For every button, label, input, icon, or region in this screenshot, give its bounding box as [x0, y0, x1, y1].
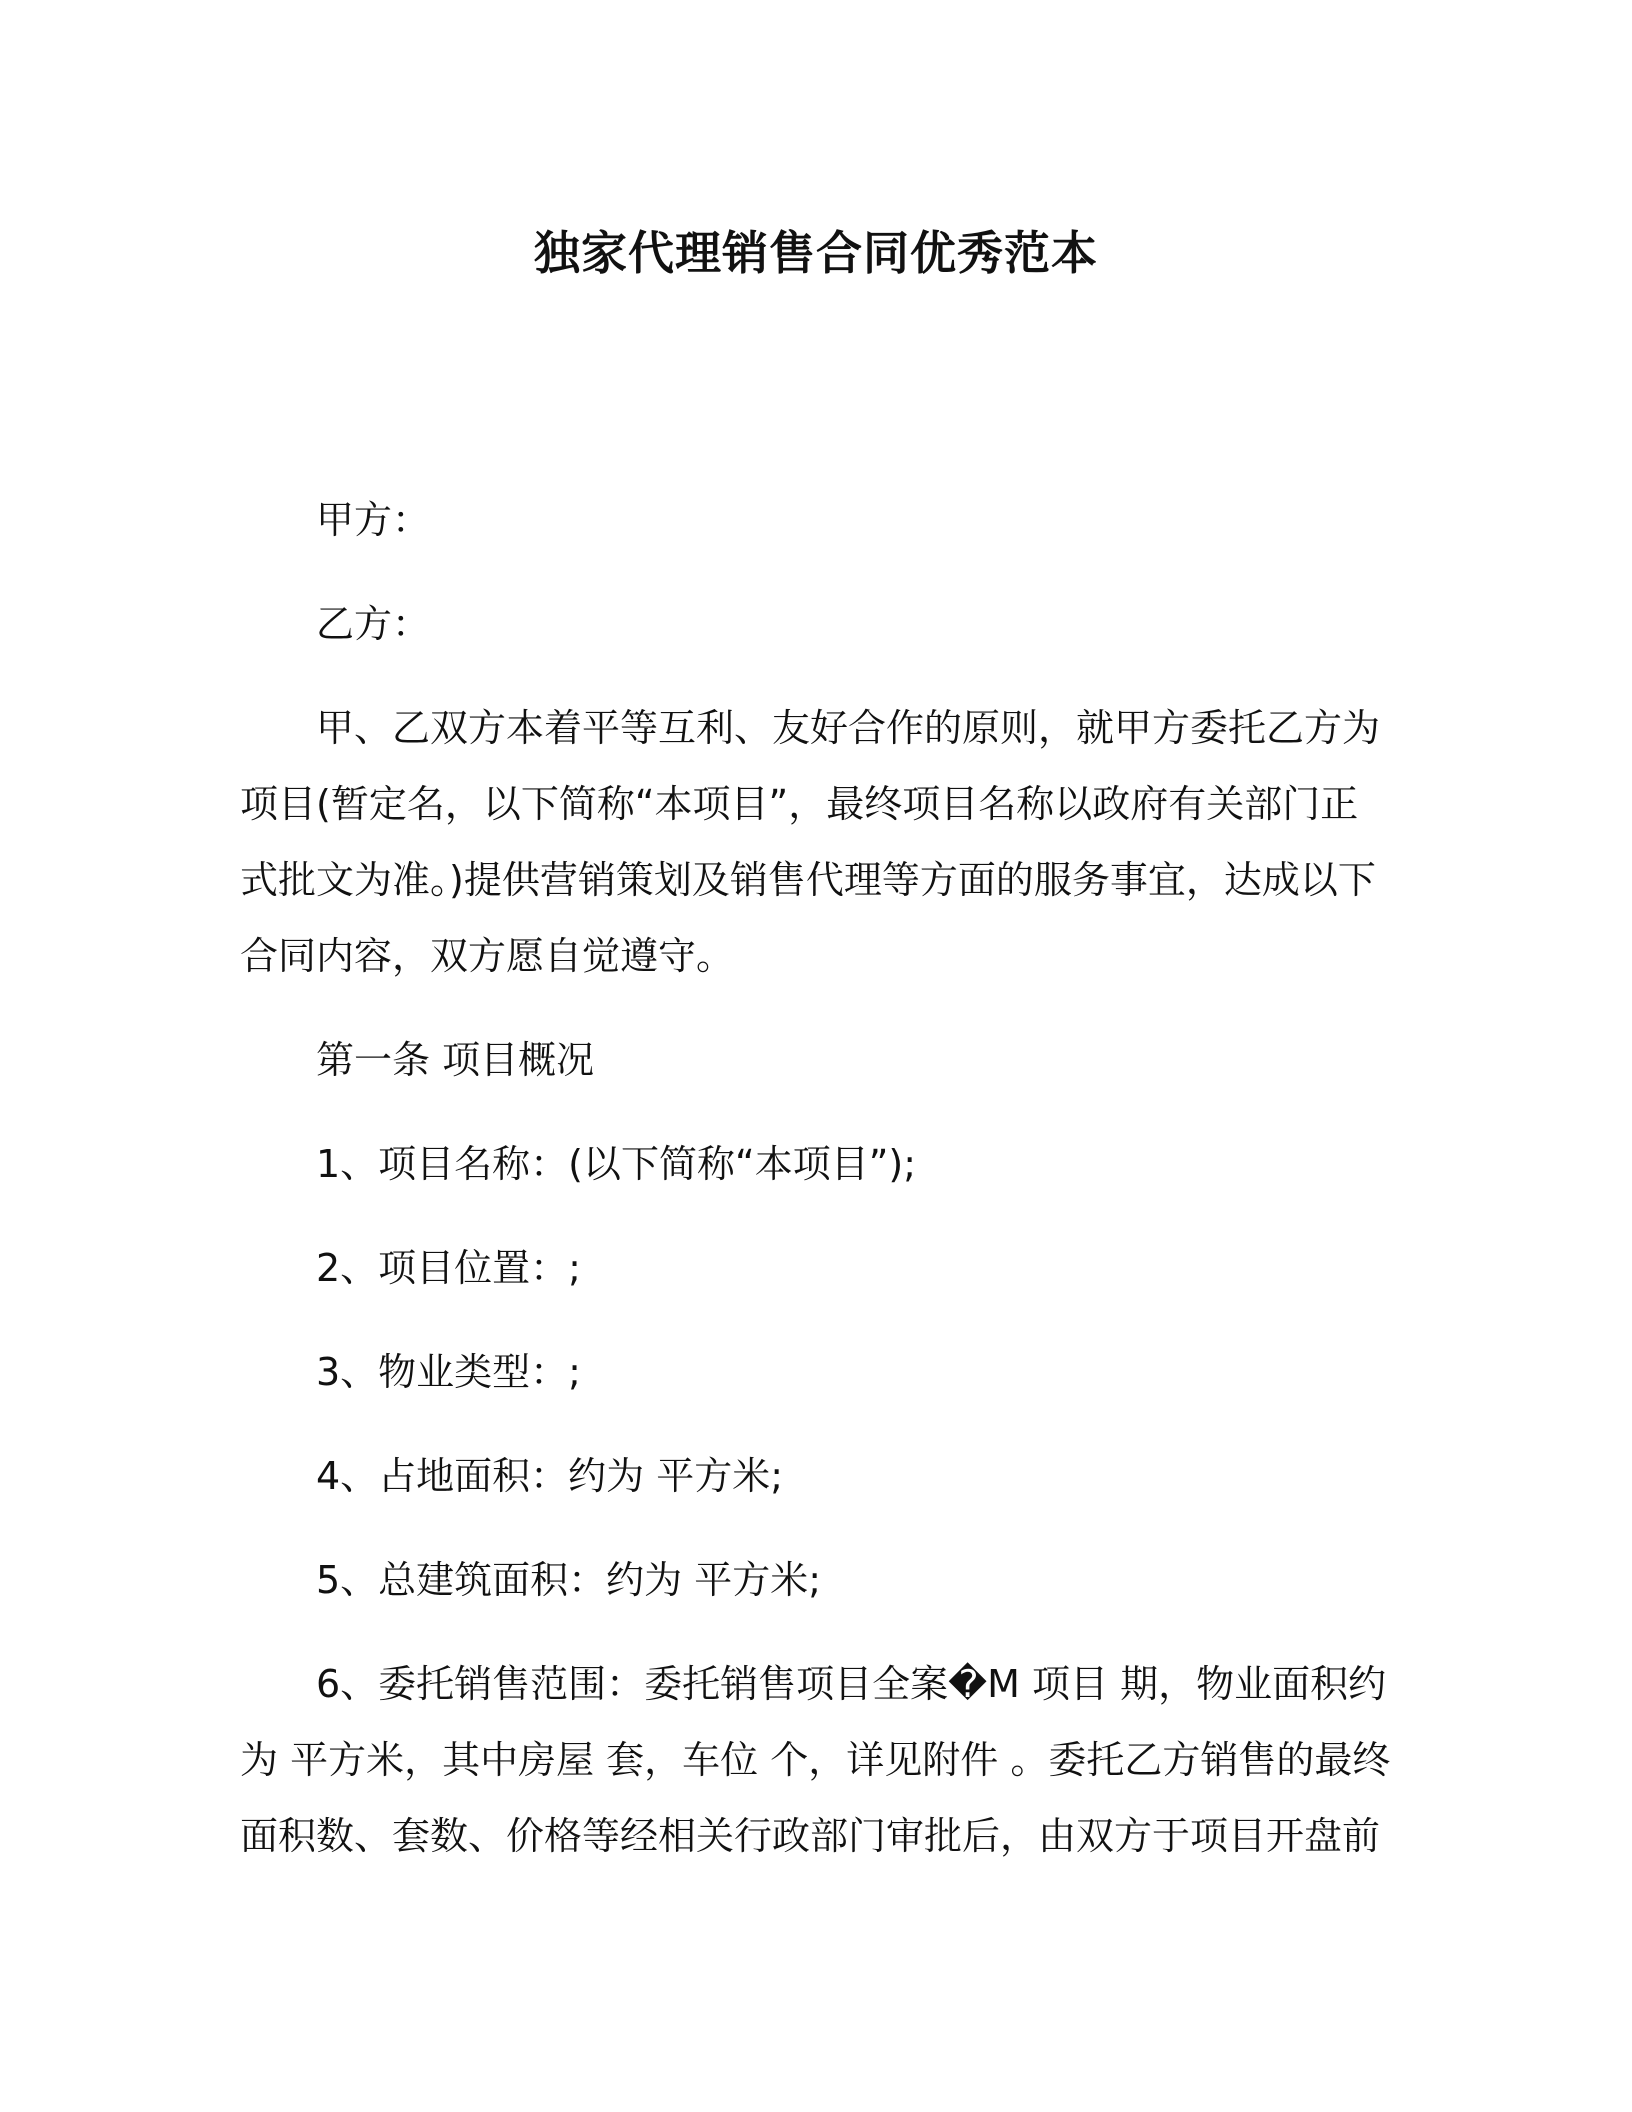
party-a-line: 甲方：	[316, 498, 431, 542]
item-sales-scope-line-2: 为 平方米，其中房屋 套，车位 个，详见附件 。委托乙方销售的最终	[240, 1738, 1391, 1782]
item-property-type: 3、物业类型：;	[316, 1350, 581, 1394]
intro-paragraph-line-1: 甲、乙双方本着平等互利、友好合作的原则，就甲方委托乙方为	[316, 706, 1381, 750]
item-total-floor-area: 5、总建筑面积：约为 平方米;	[316, 1558, 822, 1602]
intro-paragraph-line-3: 式批文为准。)提供营销策划及销售代理等方面的服务事宜，达成以下	[240, 858, 1376, 902]
item-project-name: 1、项目名称：(以下简称“本项目”);	[316, 1142, 917, 1186]
document-title: 独家代理销售合同优秀范本	[534, 226, 1098, 280]
item-land-area: 4、占地面积：约为 平方米;	[316, 1454, 784, 1498]
item-project-location: 2、项目位置：;	[316, 1246, 581, 1290]
article-one-heading: 第一条 项目概况	[316, 1038, 595, 1082]
intro-paragraph-line-4: 合同内容，双方愿自觉遵守。	[240, 934, 735, 978]
item-sales-scope-line-1: 6、委托销售范围：委托销售项目全案�M 项目 期，物业面积约	[316, 1662, 1387, 1706]
item-sales-scope-line-3: 面积数、套数、价格等经相关行政部门审批后，由双方于项目开盘前	[240, 1814, 1381, 1858]
intro-paragraph-line-2: 项目(暂定名，以下简称“本项目”，最终项目名称以政府有关部门正	[240, 782, 1359, 826]
party-b-line: 乙方：	[316, 602, 431, 646]
